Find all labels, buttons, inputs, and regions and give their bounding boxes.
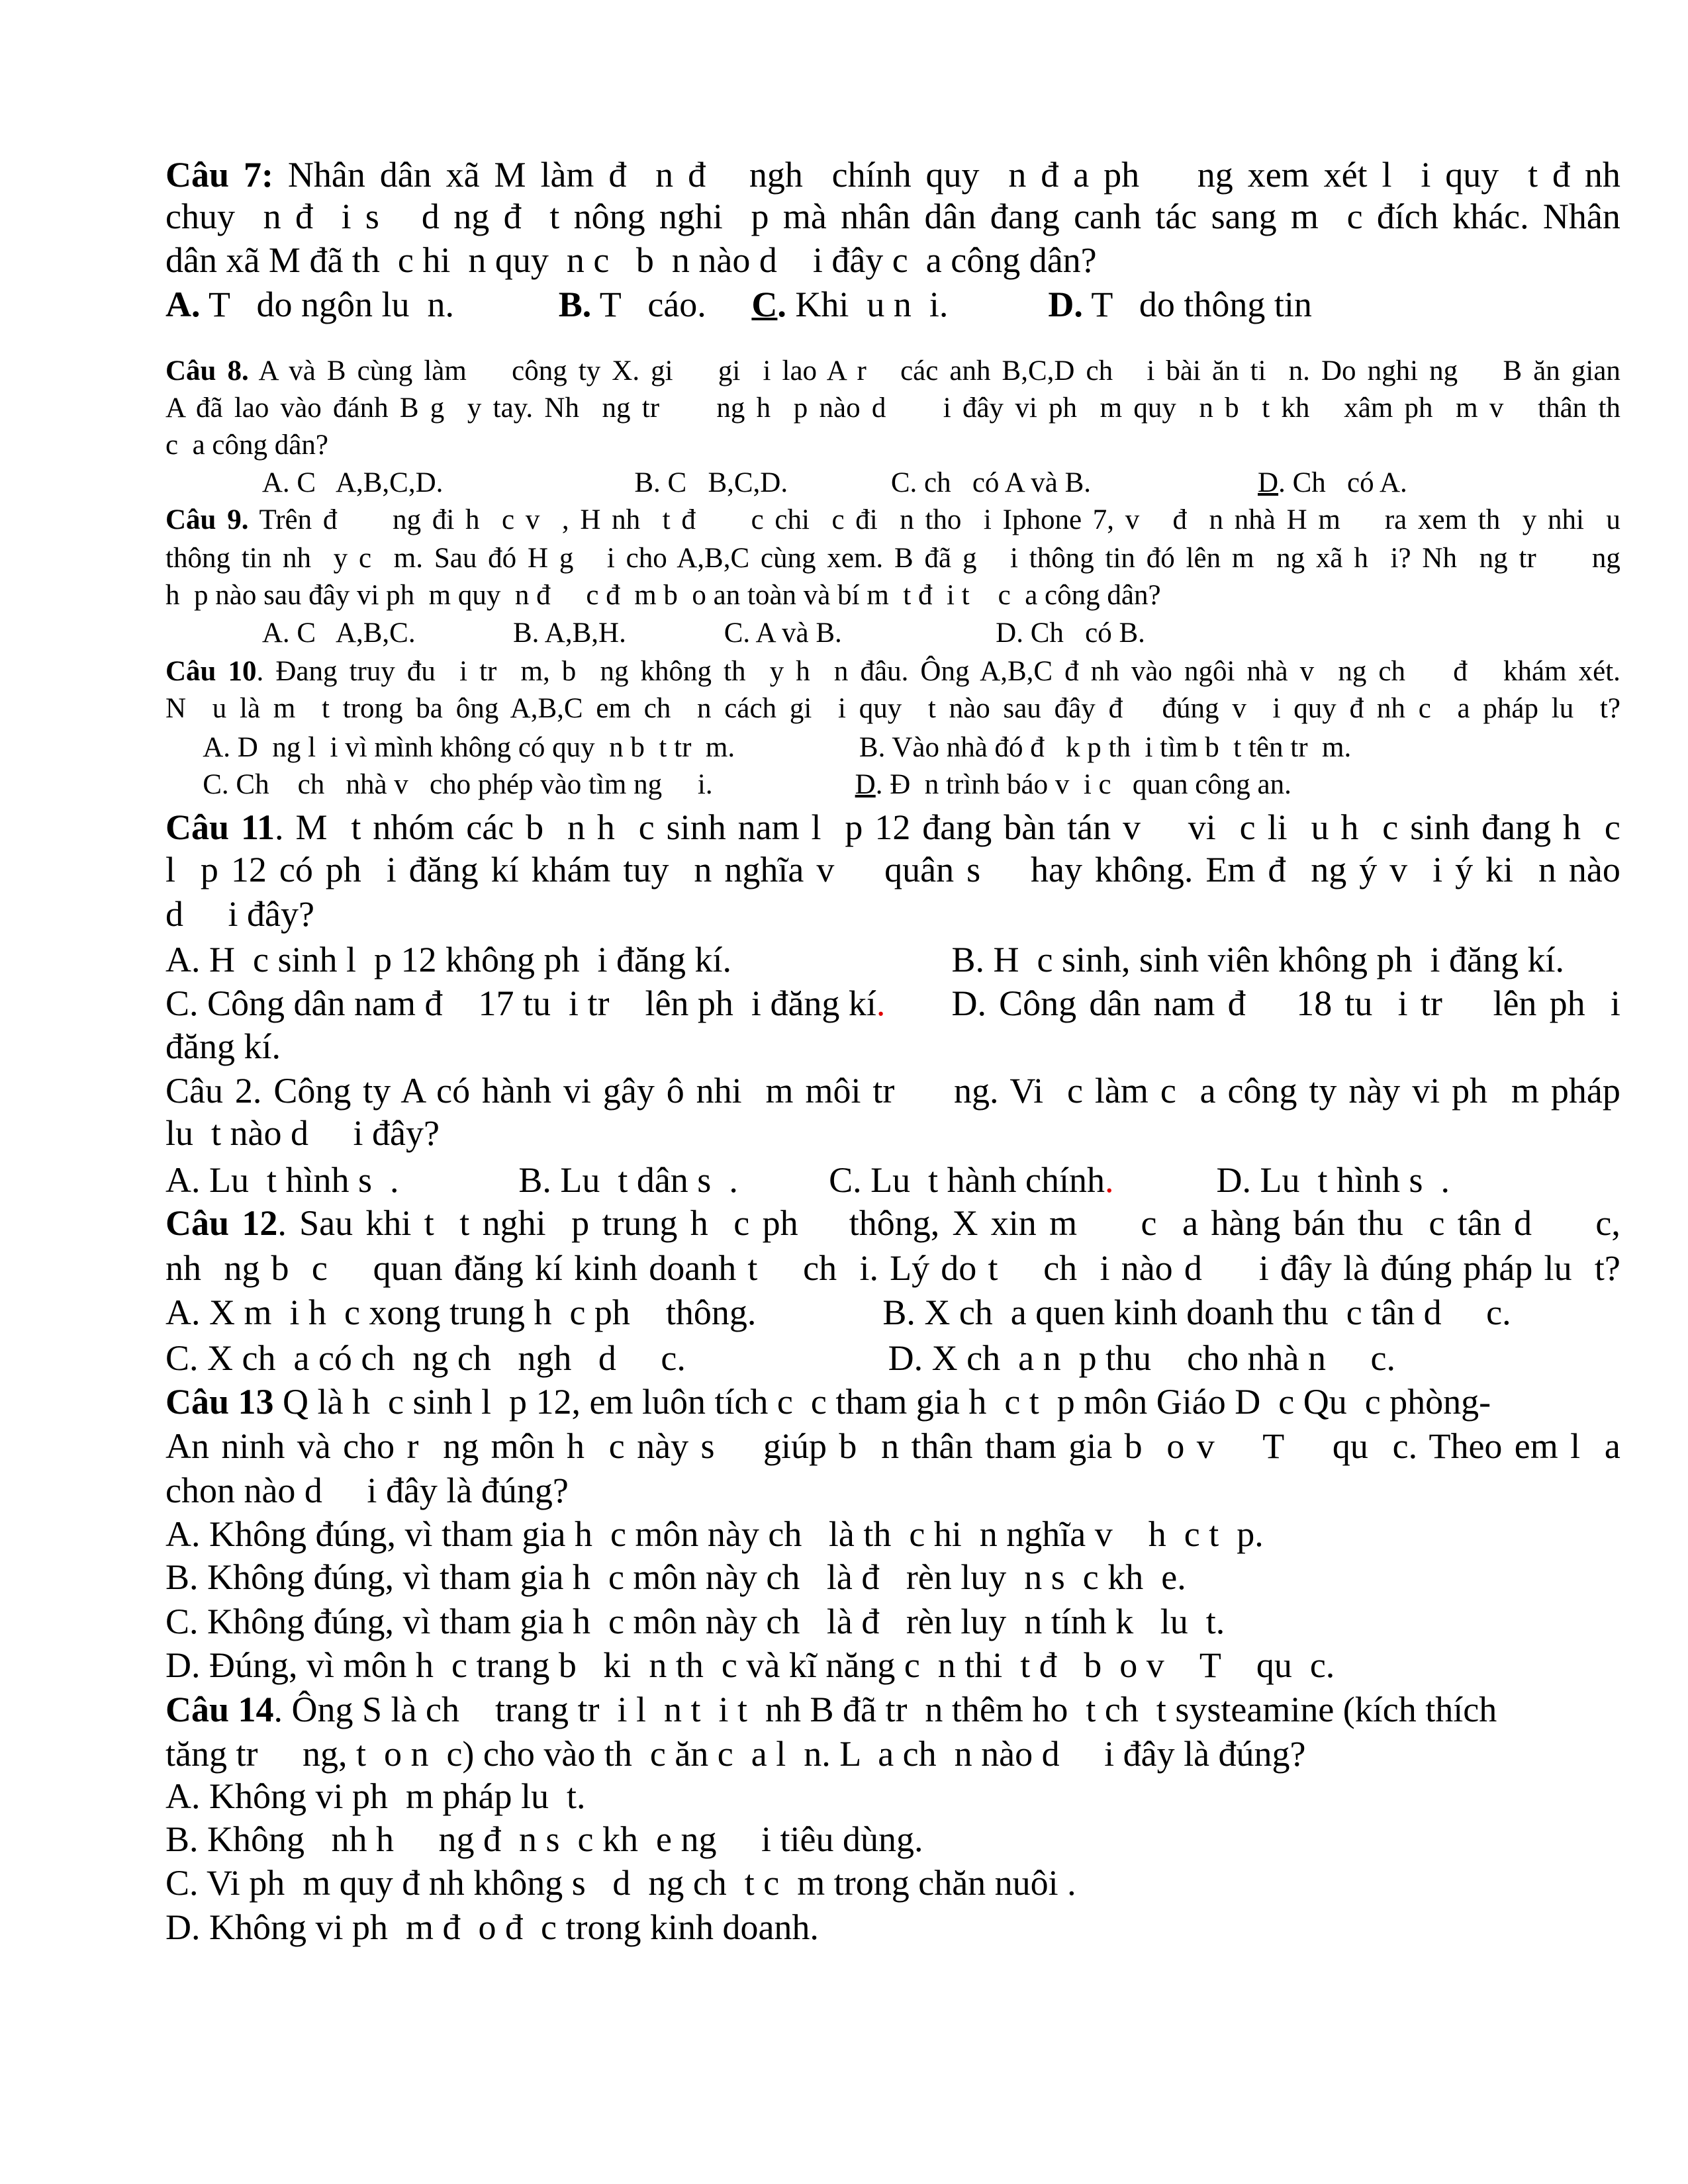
text-run: Câu 2. Công ty A có hành vi gây ô nhi m môi tr ng. Vi c làm c a công ty này vi ph m pháp [165, 1070, 1620, 1111]
question-label: Câu 9. [165, 504, 249, 535]
text-run: B. X ch a quen kinh doanh thu c tân d c. [882, 1292, 1511, 1332]
text-run: N u là m t trong ba ông A,B,C em ch n cách gi i quy t nào sau đây đ đúng v i quy đ nh c a pháp lu t? [165, 693, 1620, 725]
text-run: . Ông S là ch trang tr i l n t i t nh B đã tr n thêm ho t ch t systeamine (kích thích [273, 1689, 1497, 1729]
text-line [165, 893, 314, 934]
text-run: A. H c sinh l p 12 không ph i đăng kí. [165, 939, 731, 979]
text-run: B. H c sinh, sinh viên không ph i đăng kí. [951, 939, 1564, 979]
text-line [165, 807, 1620, 848]
text-run: C. ch có A và B. [890, 467, 1092, 498]
text-line [165, 154, 1620, 195]
answer-option-a [165, 983, 885, 1024]
text-run: chuy n đ i s d ng đ t nông nghi p mà nhân dân đang canh tác sang m c đích khác. Nhân [165, 196, 1620, 236]
question-label: Câu 10 [165, 656, 257, 687]
text-run: A. D ng l i vì mình không có quy n b t tr m. [203, 731, 735, 763]
red-mark: . [1105, 1160, 1114, 1200]
text-run: lu t nào d i đây? [165, 1113, 440, 1154]
answer-option-b [952, 983, 1620, 1024]
text-line [165, 1070, 1620, 1111]
text-run: D [1258, 467, 1279, 498]
text-line [165, 1557, 1186, 1598]
text-line [165, 1381, 1491, 1422]
answer-option-a [165, 939, 731, 980]
answer-option-a [165, 1292, 756, 1333]
text-line [165, 1470, 569, 1511]
text-run: C. Không đúng, vì tham gia h c môn này ch là đ rèn luy n tính k lu t. [165, 1601, 1225, 1641]
text-line [165, 692, 1620, 725]
answer-option-c [724, 617, 842, 649]
question-label: Câu 11 [165, 807, 275, 847]
text-line [165, 1733, 1306, 1774]
answer-option-b [859, 731, 1351, 764]
text-run: D. Ch có B. [996, 617, 1145, 649]
text-run: C. Lu t hành chính [829, 1160, 1105, 1200]
answer-option-b [888, 1338, 1395, 1379]
text-run: T cáo. [591, 285, 706, 325]
text-run: D. Không vi ph m đ o đ c trong kinh doanh. [165, 1907, 819, 1948]
text-run: . Ch có A. [1278, 467, 1407, 498]
text-run: d i đây? [165, 893, 314, 934]
text-line [165, 542, 1620, 574]
answer-option-a [203, 768, 712, 801]
answer-option-b [952, 939, 1564, 980]
text-run: B. C B,C,D. [634, 467, 788, 498]
text-run: B. A,B,H. [513, 617, 626, 649]
answer-option-a [165, 1338, 686, 1379]
text-line [165, 1862, 1076, 1903]
text-run: . M t nhóm các b n h c sinh nam l p 12 đang bàn tán v vi c li u h c sinh đang h c [275, 807, 1620, 847]
text-run: . Đang truy đu i tr m, b ng không th y h n đâu. Ông A,B,C đ nh vào ngôi nhà v ng ch đ khám xét. [256, 656, 1620, 687]
text-run: C. X ch a có ch ng ch ngh d c. [165, 1338, 686, 1378]
answer-option-b [559, 284, 706, 325]
text-line [165, 1907, 819, 1948]
text-run: D. Lu t hình s . [1216, 1160, 1450, 1200]
text-run: A. Lu t hình s . [165, 1160, 399, 1200]
answer-option-a [262, 467, 444, 499]
answer-option-d [996, 617, 1145, 649]
text-run: Q là h c sinh l p 12, em luôn tích c c tham gia h c t p môn Giáo D c Qu c phòng- [273, 1382, 1491, 1422]
answer-option-c [829, 1160, 1113, 1201]
text-run: A. Không đúng, vì tham gia h c môn này ch là th c hi n nghĩa v h c t p. [165, 1514, 1264, 1555]
answer-option-d [1258, 467, 1407, 499]
text-run: tăng tr ng, t o n c) cho vào th c ăn c a l n. L a ch n nào d i đây là đúng? [165, 1733, 1306, 1774]
text-run: nh ng b c quan đăng kí kinh doanh t ch i. Lý do t ch i nào d i đây là đúng pháp lu t? [165, 1248, 1620, 1289]
text-line [165, 1645, 1335, 1686]
text-line [165, 1248, 1620, 1289]
question-label: D. [1048, 285, 1083, 325]
text-run: A đã lao vào đánh B g y tay. Nh ng tr ng h p nào d i đây vi ph m quy n b t kh xâm ph m v thân th [165, 392, 1620, 424]
text-run: T do thông tin [1082, 285, 1312, 325]
text-run: An ninh và cho r ng môn h c này s giúp b n thân tham gia b o v T qu c. Theo em l a [165, 1426, 1620, 1467]
text-run: c a công dân? [165, 430, 328, 461]
text-run: thông tin nh y c m. Sau đó H g i cho A,B,C cùng xem. B đã g i thông tin đó lên m ng xã h i? Nh ng tr ng [165, 543, 1620, 574]
text-run: Khi u n i. [786, 285, 949, 325]
text-run: đăng kí. [165, 1026, 281, 1066]
answer-option-d [1217, 1160, 1450, 1201]
text-line [165, 392, 1620, 424]
text-run: h p nào sau đây vi ph m quy n đ c đ m b o an toàn và bí m t đ i t c a công dân? [165, 580, 1161, 612]
text-line [165, 1026, 281, 1067]
text-line [165, 1689, 1497, 1730]
question-label: Câu 7: [165, 155, 273, 195]
text-run: D [855, 768, 876, 800]
text-line [165, 355, 1620, 387]
text-line [165, 429, 328, 461]
answer-option-b [882, 1292, 1511, 1333]
question-label: B. [558, 285, 592, 325]
text-run: C. A và B. [724, 617, 842, 649]
text-line [165, 240, 1097, 281]
text-run: A và B cùng làm công ty X. gi gi i lao A r các anh B,C,D ch i bài ăn ti n. Do nghi ng B ăn gian [248, 355, 1620, 387]
text-line [165, 849, 1620, 890]
answer-option-b [855, 768, 1291, 801]
text-run: l p 12 có ph i đăng kí khám tuy n nghĩa v quân s hay không. Em đ ng ý v i ý ki n nào [165, 850, 1620, 890]
text-run: A. C A,B,C. [261, 617, 416, 649]
text-line [165, 1819, 923, 1860]
text-run: . [777, 285, 786, 325]
answer-option-a [165, 284, 454, 325]
question-label: C [751, 285, 778, 325]
text-run: . Sau khi t t nghi p trung h c ph thông, X xin m c a hàng bán thu c tân d c, [277, 1203, 1620, 1243]
text-run: B. Không nh h ng đ n s c kh e ng i tiêu dùng. [165, 1819, 923, 1859]
text-run: B. Lu t dân s . [518, 1160, 738, 1200]
answer-option-c [891, 467, 1091, 499]
text-line [165, 196, 1620, 237]
text-line [165, 1601, 1225, 1642]
question-label: Câu 14 [165, 1689, 274, 1729]
text-run: C. Ch ch nhà v cho phép vào tìm ng i. [203, 768, 713, 800]
text-run: T do ngôn lu n. [200, 285, 455, 325]
text-line [165, 1776, 585, 1817]
text-run: . Đ n trình báo v i c quan công an. [875, 768, 1291, 800]
question-label: Câu 8. [165, 355, 249, 387]
answer-option-b [513, 617, 626, 649]
text-line [165, 1203, 1620, 1244]
answer-option-a [165, 1160, 399, 1201]
text-run: chon nào d i đây là đúng? [165, 1470, 569, 1510]
text-run: Nhân dân xã M làm đ n đ ngh chính quy n đ a ph ng xem xét l i quy t đ nh [273, 155, 1620, 195]
text-line [165, 1426, 1620, 1467]
text-run: C. Vi ph m quy đ nh không s d ng ch t c m trong chăn nuôi . [165, 1863, 1076, 1903]
text-run: B. Vào nhà đó đ k p th i tìm b t tên tr m. [859, 731, 1352, 763]
text-run: D. X ch a n p thu cho nhà n c. [888, 1338, 1395, 1378]
text-run: D. Đúng, vì môn h c trang b ki n th c và kĩ năng c n thi t đ b o v T qu c. [165, 1645, 1335, 1686]
answer-option-a [262, 617, 416, 649]
text-line [165, 655, 1620, 688]
text-run: D. Công dân nam đ 18 tu i tr lên ph i [951, 983, 1620, 1024]
text-run: A. Không vi ph m pháp lu t. [165, 1776, 586, 1817]
answer-option-b [518, 1160, 738, 1201]
text-line [165, 1113, 440, 1154]
text-run: B. Không đúng, vì tham gia h c môn này ch là đ rèn luy n s c kh e. [165, 1557, 1186, 1597]
text-line [165, 504, 1620, 536]
question-label: A. [165, 285, 201, 325]
text-run: dân xã M đã th c hi n quy n c b n nào d i đây c a công dân? [165, 240, 1097, 281]
answer-option-a [203, 731, 735, 764]
text-line [165, 579, 1161, 612]
question-label: Câu 13 [165, 1382, 274, 1422]
question-label: Câu 12 [165, 1203, 278, 1243]
text-run: Trên đ ng đi h c v , H nh t đ c chi c đi n tho i Iphone 7, v đ n nhà H m ra xem th y nhi u [248, 504, 1620, 535]
red-mark: . [876, 983, 886, 1024]
answer-option-c [751, 284, 948, 325]
text-line [165, 1514, 1264, 1555]
text-run: A. X m i h c xong trung h c ph thông. [165, 1292, 757, 1332]
text-run: A. C A,B,C,D. [261, 467, 444, 498]
answer-option-b [634, 467, 788, 499]
text-run: C. Công dân nam đ 17 tu i tr lên ph i đăng kí [165, 983, 876, 1024]
answer-option-d [1048, 284, 1312, 325]
